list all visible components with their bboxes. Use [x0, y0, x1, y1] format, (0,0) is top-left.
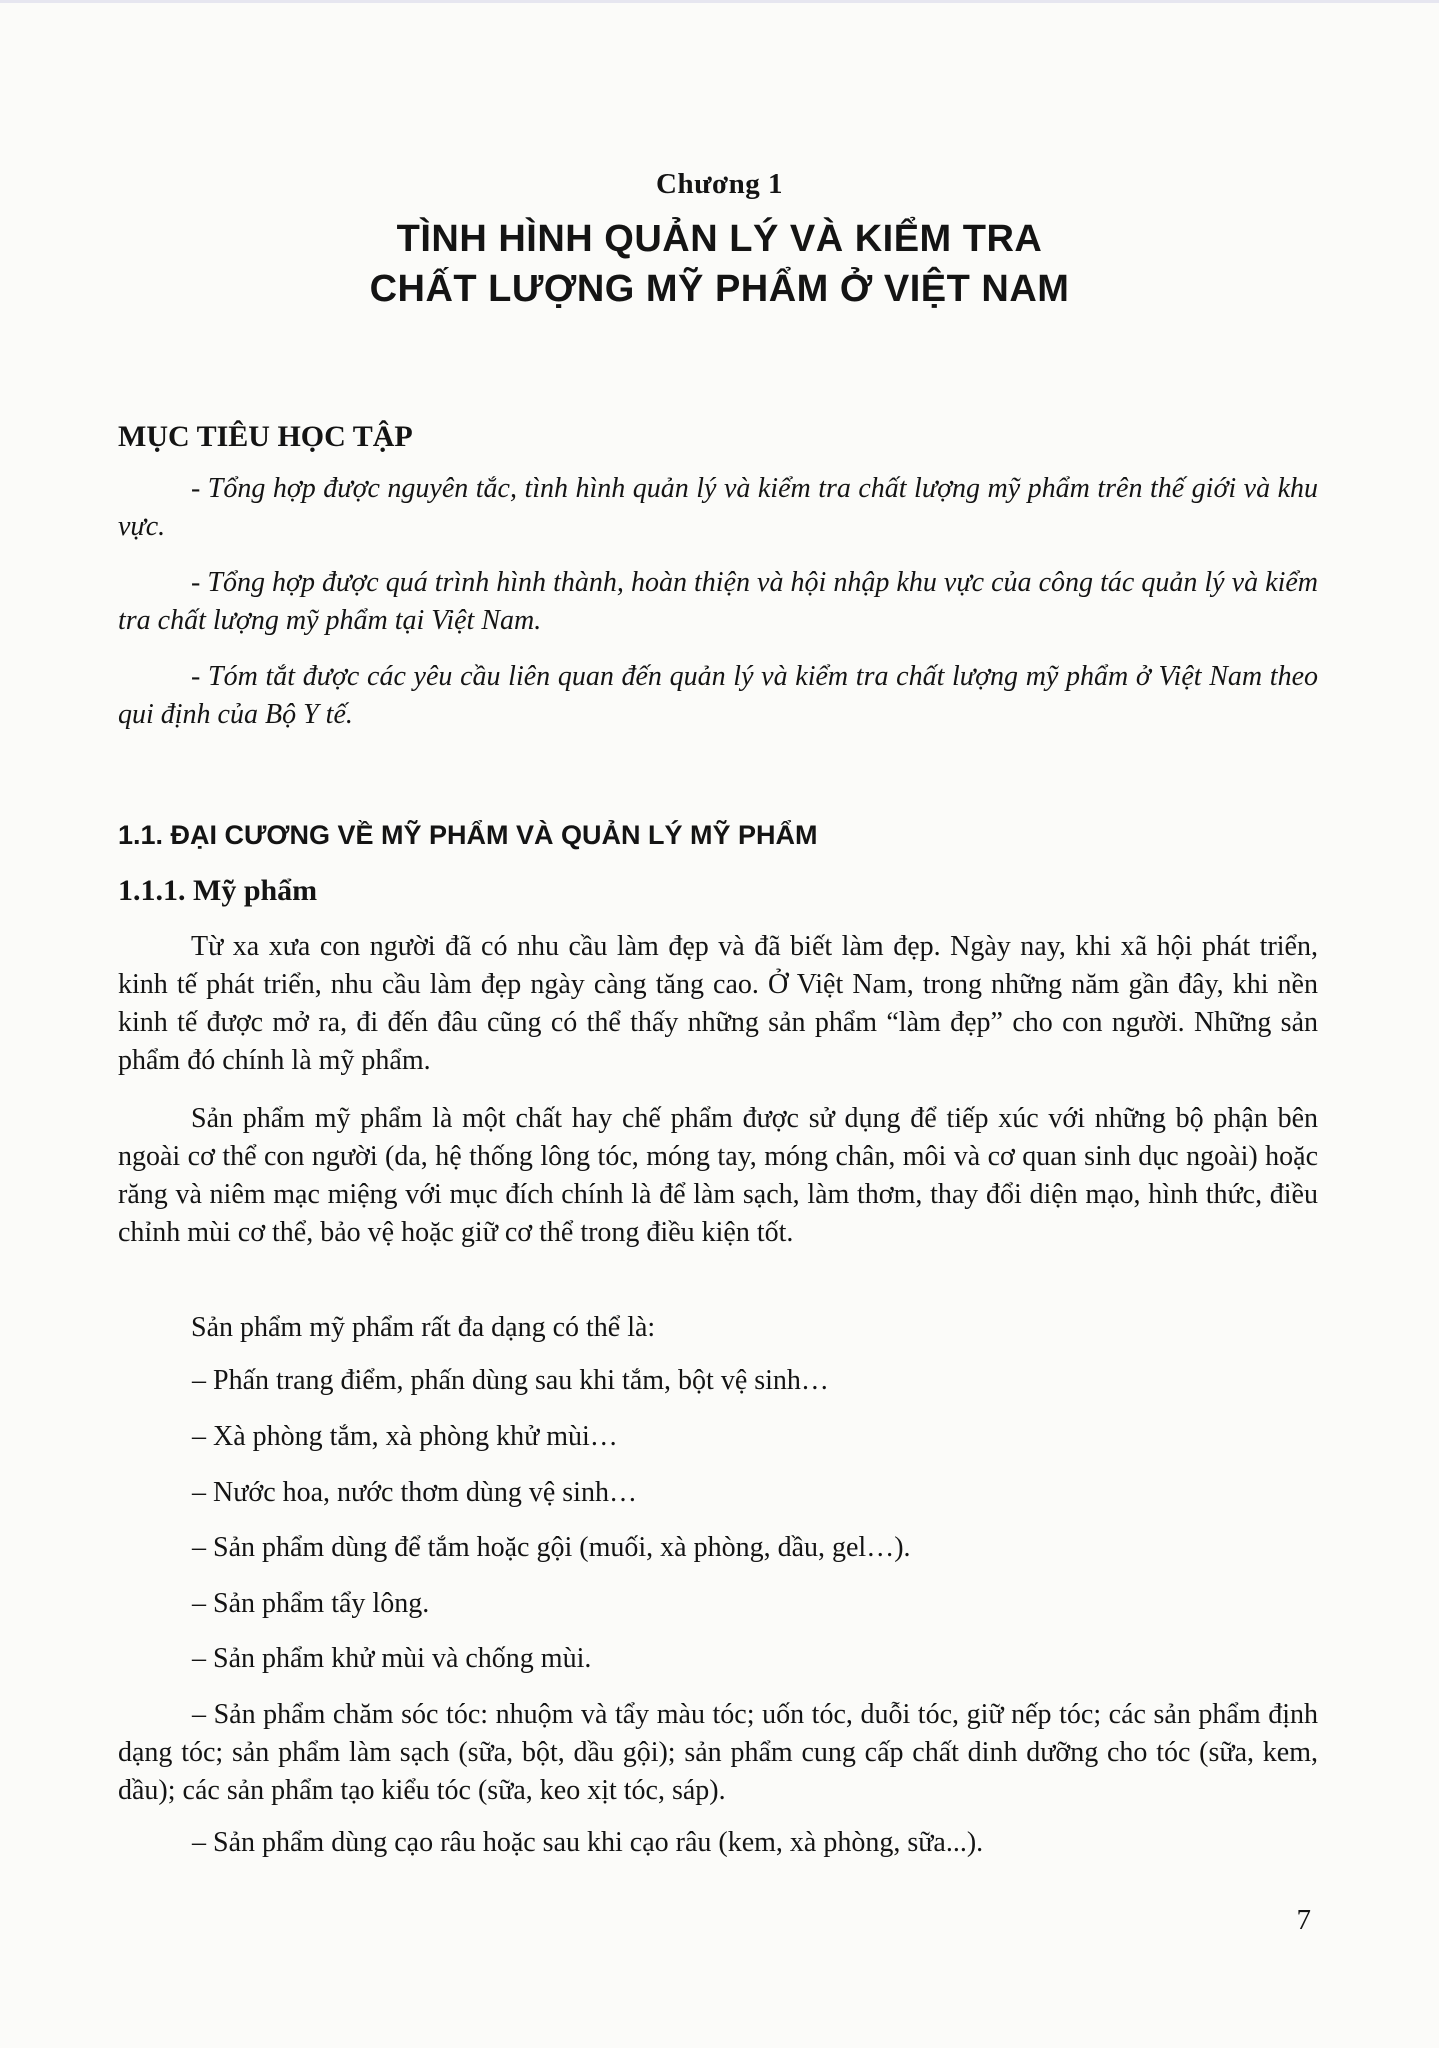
objective-item: - Tổng hợp được quá trình hình thành, hoàn thiện và hội nhập khu vực của công tác quản lý và kiểm tra chất lượng mỹ phẩm tại Việt Nam. [118, 567, 1318, 636]
list-item: – Sản phẩm dùng cạo râu hoặc sau khi cạo râu (kem, xà phòng, sữa...). [192, 1827, 984, 1858]
list-item: – Xà phòng tắm, xà phòng khử mùi… [192, 1421, 618, 1452]
list-item: – Sản phẩm tẩy lông. [192, 1588, 430, 1619]
body-paragraph: Sản phẩm mỹ phẩm là một chất hay chế phẩm được sử dụng để tiếp xúc với những bộ phận bên ngoài cơ thể con người (da, hệ thống lông tóc, móng tay, móng chân, môi và cơ quan sinh dục ngoài) hoặc răng và niêm mạc miệng với mục đích chính là để làm sạch, làm thơm, thay đổi diện mạo, hình thức, điều chỉnh mùi cơ thể, bảo vệ hoặc giữ cơ thể trong điều kiện tốt. [118, 1103, 1318, 1248]
list-item: – Sản phẩm chăm sóc tóc: nhuộm và tẩy màu tóc; uốn tóc, duỗi tóc, giữ nếp tóc; các sản phẩm định dạng tóc; sản phẩm làm sạch (sữa, bột, dầu gội); sản phẩm cung cấp chất dinh dưỡng cho tóc (sữa, kem, dầu); các sản phẩm tạo kiểu tóc (sữa, keo xịt tóc, sáp). [118, 1699, 1318, 1806]
chapter-title-line-1: TÌNH HÌNH QUẢN LÝ VÀ KIỂM TRA [396, 218, 1043, 260]
objective-item: - Tóm tắt được các yêu cầu liên quan đến quản lý và kiểm tra chất lượng mỹ phẩm ở Việt Nam theo qui định của Bộ Y tế. [118, 661, 1318, 730]
list-item: – Nước hoa, nước thơm dùng vệ sinh… [192, 1477, 637, 1508]
page-number: 7 [1296, 1904, 1311, 1936]
list-item: – Phấn trang điểm, phấn dùng sau khi tắm, bột vệ sinh… [192, 1365, 829, 1396]
subsection-heading: 1.1.1. Mỹ phẩm [118, 874, 318, 907]
list-item: – Sản phẩm khử mùi và chống mùi. [192, 1643, 592, 1674]
body-paragraph: Sản phẩm mỹ phẩm rất đa dạng có thể là: [191, 1312, 656, 1343]
chapter-label: Chương 1 [656, 168, 783, 200]
body-paragraph: Từ xa xưa con người đã có nhu cầu làm đẹp và đã biết làm đẹp. Ngày nay, khi xã hội phát triển, kinh tế phát triển, nhu cầu làm đẹp ngày càng tăng cao. Ở Việt Nam, trong những năm gần đây, khi nền kinh tế được mở ra, đi đến đâu cũng có thể thấy những sản phẩm “làm đẹp” cho con người. Những sản phẩm đó chính là mỹ phẩm. [118, 931, 1318, 1076]
objectives-heading: MỤC TIÊU HỌC TẬP [118, 420, 413, 453]
list-item: – Sản phẩm dùng để tắm hoặc gội (muối, xà phòng, dầu, gel…). [192, 1532, 911, 1563]
objective-item: - Tổng hợp được nguyên tắc, tình hình quản lý và kiểm tra chất lượng mỹ phẩm trên thế giới và khu vực. [118, 473, 1318, 542]
chapter-title-line-2: CHẤT LƯỢNG MỸ PHẨM Ở VIỆT NAM [369, 268, 1070, 310]
section-heading: 1.1. ĐẠI CƯƠNG VỀ MỸ PHẨM VÀ QUẢN LÝ MỸ PHẨM [118, 820, 818, 850]
